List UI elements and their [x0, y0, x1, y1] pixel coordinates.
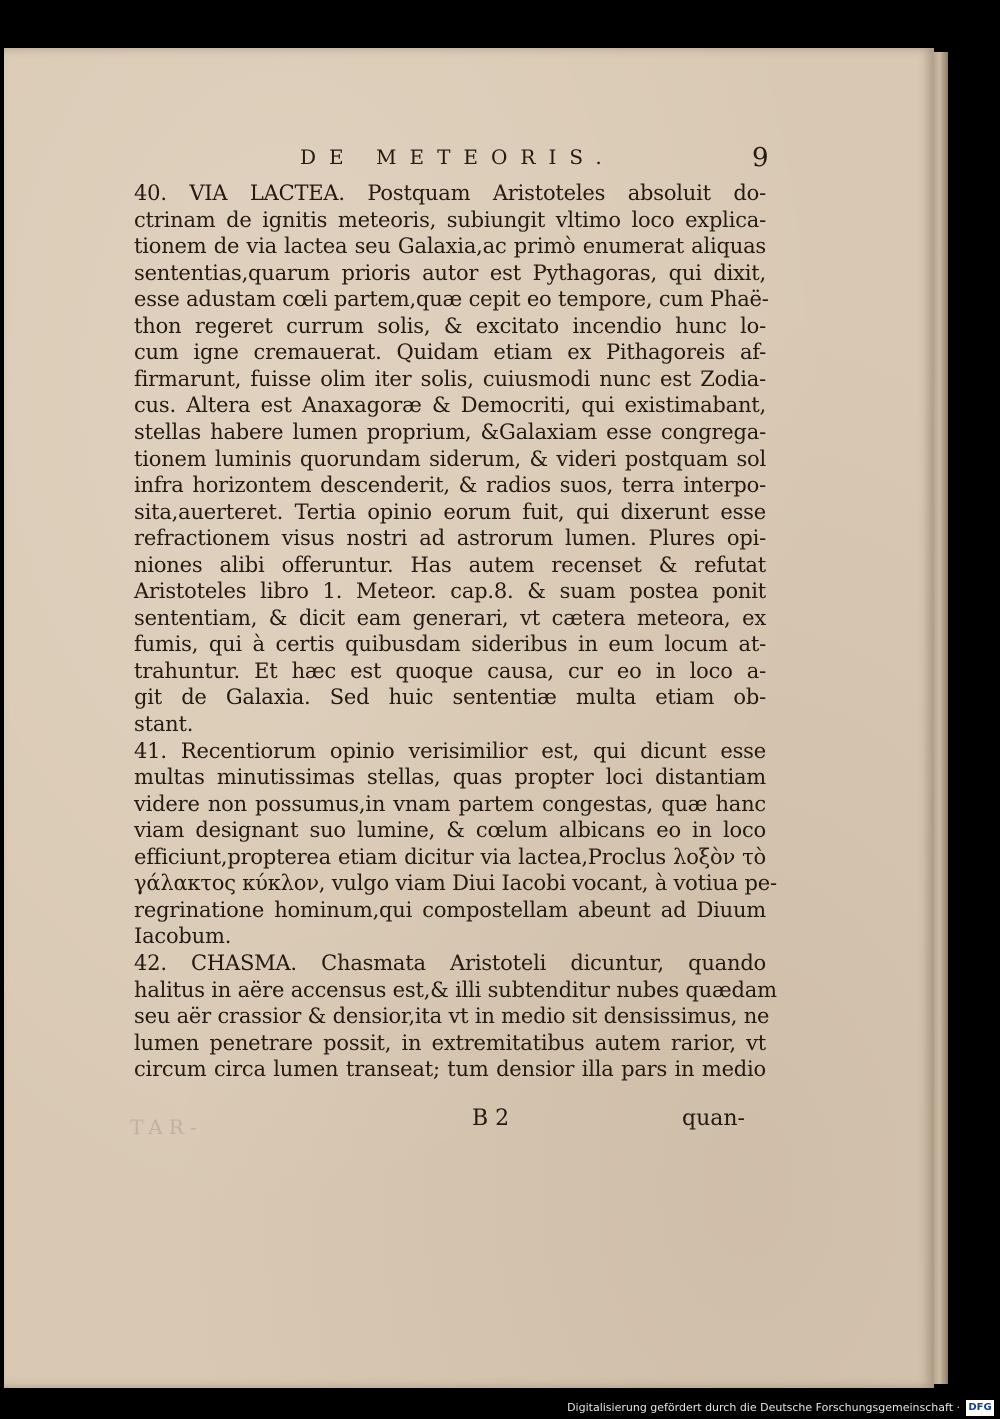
- footer-credit: Digitalisierung gefördert durch die Deutsche Forschungsgemeinschaft ·: [567, 1401, 960, 1414]
- text-line: tionem luminis quorundam siderum, & videri postquam sol: [134, 447, 766, 471]
- text-line: circum circa lumen transeat; tum densior illa pars in medio: [134, 1057, 766, 1081]
- text-line: viam designant suo lumine, & cœlum albicans eo in loco: [134, 818, 766, 842]
- text-line: git de Galaxia. Sed huic sententiæ multa etiam ob-: [134, 685, 766, 709]
- text-line: trahuntur. Et hæc est quoque causa, cur eo in loco a-: [134, 659, 766, 683]
- page-edge: [934, 52, 948, 1384]
- text-line: refractionem visus nostri ad astrorum lumen. Plures opi-: [134, 526, 766, 550]
- text-line: infra horizontem descenderit, & radios suos, terra interpo-: [134, 473, 766, 497]
- text-line: niones alibi offeruntur. Has autem recenset & refutat: [134, 553, 766, 577]
- text-line: cum igne cremauerat. Quidam etiam ex Pithagoreis af-: [134, 340, 766, 364]
- text-line: thon regeret currum solis, & excitato incendio hunc lo-: [134, 314, 766, 338]
- text-line: Iacobum.: [134, 924, 232, 948]
- text-line: stellas habere lumen proprium, &Galaxiam esse congrega-: [134, 420, 766, 444]
- text-line: sententiam, & dicit eam generari, vt cætera meteora, ex: [134, 606, 766, 630]
- text-line: 40. VIA LACTEA. Postquam Aristoteles absoluit do-: [134, 181, 766, 205]
- text-line: ctrinam de ignitis meteoris, subiungit vltimo loco explica-: [134, 208, 766, 232]
- text-line: firmarunt, fuisse olim iter solis, cuiusmodi nunc est Zodia-: [134, 367, 766, 391]
- text-line: 41. Recentiorum opinio verisimilior est, qui dicunt esse: [134, 739, 766, 763]
- running-head: DE METEORIS.: [300, 145, 615, 169]
- text-line: sententias,quarum prioris autor est Pythagoras, qui dixit,: [134, 261, 766, 285]
- text-line: lumen penetrare possit, in extremitatibus autem rarior, vt: [134, 1031, 766, 1055]
- text-line: regrinatione hominum,qui compostellam abeunt ad Diuum: [134, 898, 766, 922]
- text-line: γάλακτος κύκλον, vulgo viam Diui Iacobi vocant, à votiua pe-: [134, 871, 777, 895]
- text-line: sita,auerteret. Tertia opinio eorum fuit, qui dixerunt esse: [134, 500, 766, 524]
- text-line: 42. CHASMA. Chasmata Aristoteli dicuntur, quando: [134, 951, 766, 975]
- show-through-text: TAR-: [130, 1115, 203, 1139]
- signature-mark: B 2: [472, 1106, 510, 1131]
- text-line: efficiunt,propterea etiam dicitur via lactea,Proclus λοξὸν τὸ: [134, 845, 766, 869]
- text-line: fumis, qui à certis quibusdam sideribus in eum locum at-: [134, 632, 766, 656]
- text-line: tionem de via lactea seu Galaxia,ac primò enumerat aliquas: [134, 234, 766, 258]
- text-line: Aristoteles libro 1. Meteor. cap.8. & suam postea ponit: [134, 579, 766, 603]
- text-line: halitus in aëre accensus est,& illi subtenditur nubes quædam: [134, 978, 777, 1002]
- text-line: seu aër crassior & densior,ita vt in medio sit densissimus, ne: [134, 1004, 770, 1028]
- dfg-logo: DFG: [966, 1400, 994, 1416]
- text-line: videre non possumus,in vnam partem congestas, quæ hanc: [134, 792, 766, 816]
- catchword: quan-: [682, 1106, 745, 1131]
- page-number: 9: [752, 143, 769, 173]
- text-line: multas minutissimas stellas, quas propter loci distantiam: [134, 765, 766, 789]
- text-line: cus. Altera est Anaxagoræ & Democriti, qui existimabant,: [134, 393, 766, 417]
- text-line: stant.: [134, 712, 194, 736]
- text-line: esse adustam cœli partem,quæ cepit eo tempore, cum Phaë-: [134, 287, 769, 311]
